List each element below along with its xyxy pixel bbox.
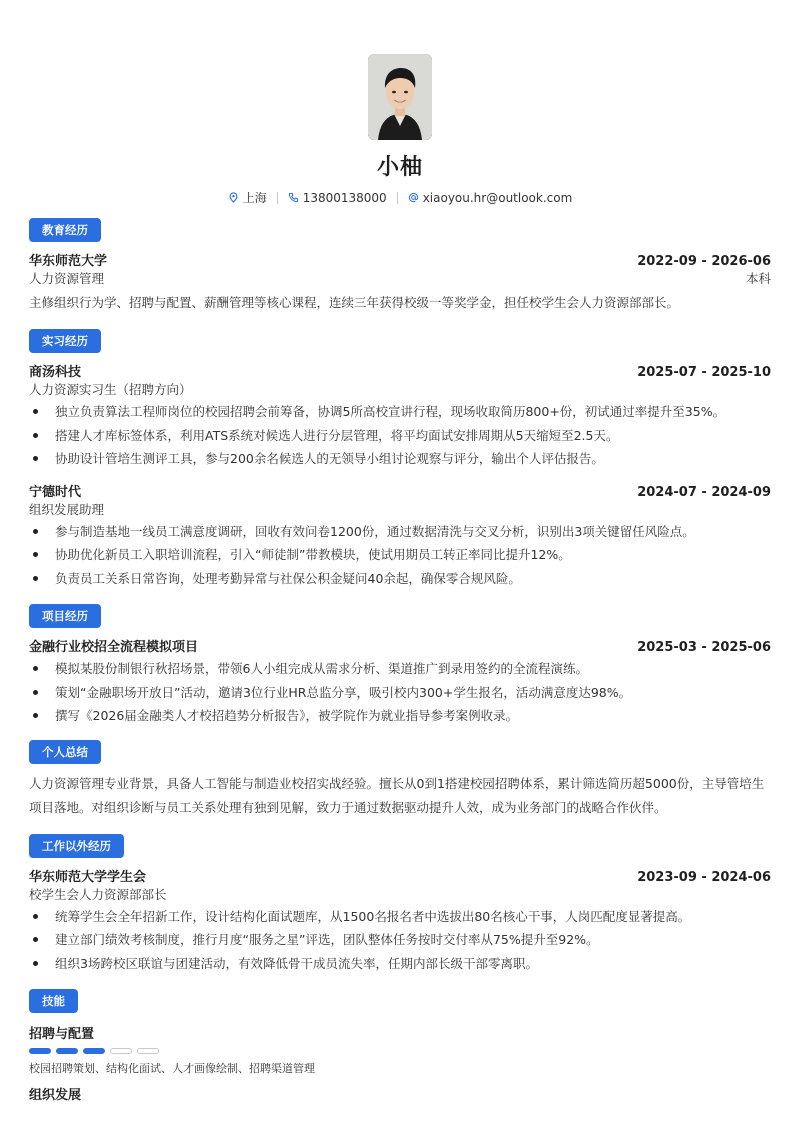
skill-bar-empty	[137, 1048, 159, 1054]
section-project	[29, 604, 771, 728]
list-item: 协助设计管培生测评工具，参与200余名候选人的无领导小组讨论观察与评分，输出个人评估报告。	[29, 447, 771, 471]
section-title: 工作以外经历	[29, 834, 124, 858]
education-description: 主修组织行为学、招聘与配置、薪酬管理等核心课程，连续三年获得校级一等奖学金，担任校学生会人力资源部部长。	[29, 295, 680, 310]
section-summary	[29, 740, 771, 820]
skill-name: 组织发展	[29, 1088, 82, 1103]
section-education	[29, 218, 771, 315]
bullet-list	[29, 520, 771, 591]
section-title: 教育经历	[29, 218, 101, 242]
email-text: xiaoyou.hr@outlook.com	[422, 190, 573, 205]
list-item: 独立负责算法工程师岗位的校园招聘会前筹备，协调5所高校宣讲行程，现场收取简历800+份，初试通过率提升至35%。	[29, 400, 771, 424]
entry-date: 2025-03 - 2025-06	[637, 640, 771, 655]
location-pin-icon	[228, 192, 239, 203]
phone-icon	[288, 192, 299, 203]
list-item: 建立部门绩效考核制度，推行月度“服务之星”评选，团队整体任务按时交付率从75%提升至92%。	[29, 928, 771, 952]
skill-name: 招聘与配置	[29, 1027, 95, 1042]
extracurricular-entry	[29, 866, 771, 976]
list-item: 搭建人才库标签体系，利用ATS系统对候选人进行分层管理，将平均面试安排周期从5天缩短至2.5天。	[29, 424, 771, 448]
entry-header	[29, 866, 771, 885]
entry-header	[29, 250, 771, 269]
entry-subheader	[29, 269, 771, 287]
company-name: 宁德时代	[29, 484, 82, 500]
skill-item	[29, 1023, 771, 1076]
resume-body	[29, 218, 771, 1113]
section-title: 项目经历	[29, 604, 101, 628]
list-item: 统筹学生会全年招新工作，设计结构化面试题库，从1500名报名者中选拔出80名核心干事，人岗匹配度显著提高。	[29, 905, 771, 929]
contact-info	[0, 189, 800, 206]
list-item: 负责员工关系日常咨询，处理考勤异常与社保公积金疑问40余起，确保零合规风险。	[29, 567, 771, 591]
list-item: 模拟某股份制银行秋招场景，带领6人小组完成从需求分析、渠道推广到录用签约的全流程演练。	[29, 657, 771, 681]
section-title: 技能	[29, 989, 78, 1013]
entry-date: 2025-07 - 2025-10	[637, 365, 771, 380]
degree: 本科	[745, 271, 771, 286]
list-item: 撰写《2026届金融类人才校招趋势分析报告》，被学院作为就业指导参考案例收录。	[29, 704, 771, 728]
location-text: 上海	[242, 191, 267, 205]
entry-date: 2023-09 - 2024-06	[637, 869, 771, 885]
project-entry	[29, 636, 771, 728]
internship-entry	[29, 481, 771, 591]
skill-level-bars	[29, 1048, 771, 1054]
list-item: 策划“金融职场开放日”活动，邀请3位行业HR总监分享，吸引校内300+学生报名，活动满意度达98%。	[29, 681, 771, 705]
organization-name: 华东师范大学学生会	[29, 869, 147, 885]
school-name: 华东师范大学	[29, 254, 108, 269]
list-item: 组织3场跨校区联谊与团建活动，有效降低骨干成员流失率，任期内部长级干部零离职。	[29, 952, 771, 976]
job-role: 人力资源实习生（招聘方向）	[29, 382, 192, 397]
bullet-list	[29, 400, 771, 471]
project-name: 金融行业校招全流程模拟项目	[29, 640, 199, 655]
section-extracurricular	[29, 834, 771, 976]
entry-header	[29, 361, 771, 380]
candidate-name: 小柚	[376, 155, 423, 180]
internship-entry	[29, 361, 771, 471]
entry-header	[29, 636, 771, 655]
skill-item	[29, 1084, 771, 1103]
job-role: 组织发展助理	[29, 501, 105, 517]
skill-description: 校园招聘策划、结构化面试、人才画像绘制、招聘渠道管理	[29, 1062, 315, 1075]
major: 人力资源管理	[29, 271, 105, 286]
contact-email	[398, 191, 583, 205]
email-at-icon	[408, 192, 419, 203]
contact-phone	[278, 191, 397, 205]
skill-bar-filled	[29, 1048, 51, 1054]
company-name: 商汤科技	[29, 365, 82, 380]
list-item: 参与制造基地一线员工满意度调研，回收有效问卷1200份，通过数据清洗与交叉分析，识别出3项关键留任风险点。	[29, 520, 771, 544]
section-skills	[29, 989, 771, 1103]
avatar	[368, 54, 432, 140]
entry-date: 2024-07 - 2024-09	[637, 484, 771, 500]
job-role: 校学生会人力资源部部长	[29, 886, 167, 902]
entry-date: 2022-09 - 2026-06	[637, 254, 771, 269]
resume-header	[0, 0, 800, 206]
summary-text: 人力资源管理专业背景，具备人工智能与制造业校招实战经验。擅长从0到1搭建校园招聘体系，累计筛选简历超5000份，主导管培生项目落地。对组织诊断与员工关系处理有独到见解，致力于通过数据驱动提升人效，成为业务部门的战略合作伙伴。	[29, 775, 765, 815]
section-title: 实习经历	[29, 329, 101, 353]
phone-text: 13800138000	[302, 190, 387, 205]
bullet-list	[29, 657, 771, 728]
skill-bar-filled	[83, 1048, 105, 1054]
skill-bar-empty	[110, 1048, 132, 1054]
avatar-photo-icon	[368, 54, 432, 140]
contact-location	[218, 189, 277, 206]
entry-header	[29, 481, 771, 500]
section-title: 个人总结	[29, 740, 101, 764]
list-item: 协助优化新员工入职培训流程，引入“师徒制”带教模块，使试用期员工转正率同比提升12%。	[29, 543, 771, 567]
section-internship	[29, 329, 771, 590]
skill-bar-filled	[56, 1048, 78, 1054]
bullet-list	[29, 905, 771, 976]
